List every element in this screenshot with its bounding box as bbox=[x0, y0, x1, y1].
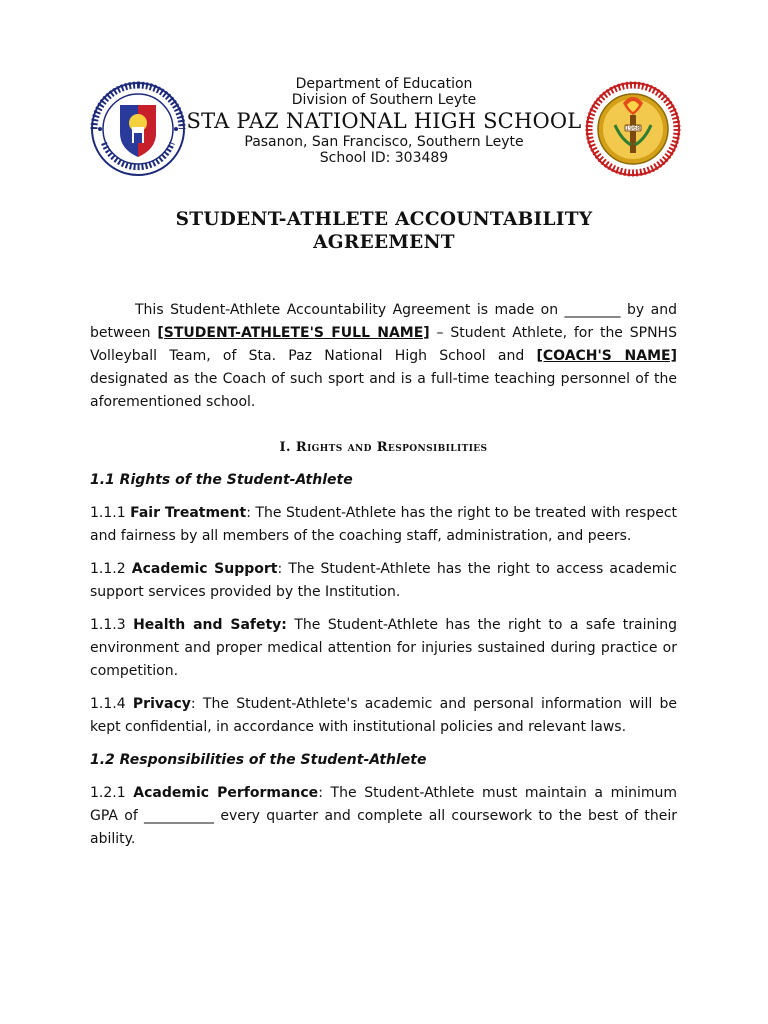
clause-number: 1.1.3 bbox=[90, 617, 126, 633]
document-title bbox=[90, 208, 678, 254]
clause-title: Academic Performance bbox=[133, 785, 319, 801]
clause-number: 1.1.2 bbox=[90, 561, 126, 577]
letterhead-text bbox=[180, 76, 588, 166]
clause-1-1-2 bbox=[90, 558, 677, 604]
clause-text: The Student-Athlete must maintain a minimum GPA of __________ every quarter and complete all coursework to the best of their ability. bbox=[90, 785, 678, 847]
document-body bbox=[90, 299, 677, 851]
school-id: School ID: 303489 bbox=[319, 150, 449, 166]
clause-text: The Student-Athlete has the right to a safe training environment and proper medical attention for injuries sustained during practice or competition. bbox=[90, 617, 677, 679]
clause-title: Academic Support bbox=[131, 561, 278, 577]
school-name: STA PAZ NATIONAL HIGH SCHOOL bbox=[186, 109, 582, 133]
clause-text: The Student-Athlete's academic and personal information will be kept confidential, in accordance with institutional policies and relevant laws. bbox=[90, 696, 678, 735]
school-address: Pasanon, San Francisco, Southern Leyte bbox=[244, 134, 524, 150]
intro-part-1: This Student-Athlete Accountability Agreement is made on ________ by and between bbox=[90, 302, 677, 341]
intro-paragraph bbox=[90, 299, 677, 414]
responsibilities-heading: 1.2 Responsibilities of the Student-Athlete bbox=[90, 752, 427, 768]
clause-1-1-3 bbox=[90, 614, 677, 683]
title-line-1: STUDENT-ATHLETE ACCOUNTABILITY bbox=[175, 209, 593, 230]
intro-part-3: designated as the Coach of such sport and is a full-time teaching personnel of the aforementioned school. bbox=[90, 371, 677, 410]
clause-text: The Student-Athlete has the right to access academic support services provided by the Institution. bbox=[90, 561, 677, 600]
section-heading: I. Rights and Responsibilities bbox=[279, 440, 488, 455]
clause-separator: : bbox=[246, 505, 251, 521]
clause-number: 1.2.1 bbox=[90, 785, 126, 801]
athlete-name-placeholder: [STUDENT-ATHLETE'S FULL NAME] bbox=[157, 325, 430, 341]
deped-seal-icon bbox=[90, 81, 186, 177]
clause-separator: : bbox=[190, 696, 196, 712]
clause-title: Privacy bbox=[132, 696, 191, 712]
rights-heading: 1.1 Rights of the Student-Athlete bbox=[90, 472, 353, 488]
clause-text: The Student-Athlete has the right to be treated with respect and fairness by all members of the coaching staff, administration, and peers. bbox=[90, 505, 678, 544]
clause-number: 1.1.4 bbox=[90, 696, 126, 712]
title-line-2: AGREEMENT bbox=[313, 232, 455, 253]
department-name: Department of Education bbox=[295, 76, 473, 92]
clause-1-1-1 bbox=[90, 502, 677, 548]
intro-part-2: – Student Athlete, for the SPNHS Volleyball Team, of Sta. Paz National High School and bbox=[90, 325, 677, 364]
clause-title: Fair Treatment bbox=[130, 505, 247, 521]
clause-1-1-4 bbox=[90, 693, 677, 739]
division-name: Division of Southern Leyte bbox=[291, 92, 477, 108]
school-seal-icon bbox=[585, 81, 681, 177]
letterhead bbox=[0, 76, 768, 186]
seal-year: 1968 bbox=[625, 125, 641, 132]
clause-separator: : bbox=[318, 785, 323, 801]
clause-separator: : bbox=[277, 561, 283, 577]
clause-title: Health and Safety: bbox=[133, 617, 287, 633]
coach-name-placeholder: [COACH'S NAME] bbox=[536, 348, 677, 364]
clause-number: 1.1.1 bbox=[90, 505, 126, 521]
clause-1-2-1 bbox=[90, 782, 677, 851]
